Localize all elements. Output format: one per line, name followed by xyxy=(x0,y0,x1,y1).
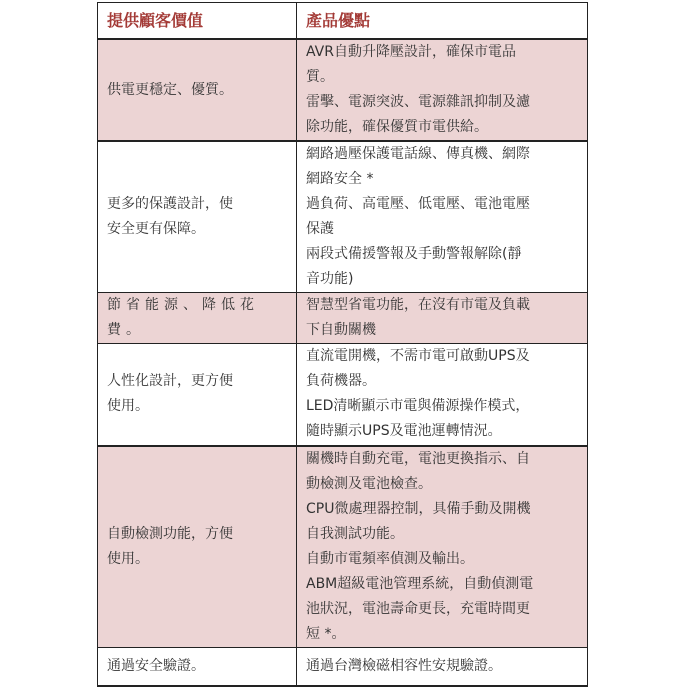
benefit-line: LED清晰顯示市電與備源操作模式， xyxy=(306,398,530,415)
benefit-line: ABM超級電池管理系統，自動偵測電 xyxy=(306,575,534,592)
table-row xyxy=(98,293,588,344)
table-row xyxy=(98,39,588,141)
benefits-cell xyxy=(297,141,588,293)
table-row xyxy=(98,344,588,446)
value-cell xyxy=(98,446,297,648)
benefits-cell xyxy=(297,39,588,141)
value-cell xyxy=(98,39,297,141)
benefit-line: CPU微處理器控制，具備手動及開機 xyxy=(306,500,531,517)
value-cell xyxy=(98,344,297,446)
benefit-line: 質。 xyxy=(306,69,334,85)
header-product-benefits: 產品優點 xyxy=(297,3,588,40)
benefit-line: 短 *。 xyxy=(306,625,346,642)
benefit-line: 關機時自動充電，電池更換指示、自 xyxy=(306,450,530,467)
benefit-line: AVR自動升降壓設計，確保市電品 xyxy=(306,44,516,60)
benefits-cell xyxy=(297,446,588,648)
benefit-line: 除功能，確保優質市電供給。 xyxy=(306,119,488,135)
benefit-line: 動檢測及電池檢查。 xyxy=(306,475,432,492)
value-cell xyxy=(98,293,297,344)
benefit-line: 通過台灣檢磁相容性安規驗證。 xyxy=(306,657,502,674)
benefit-line: 過負荷、高電壓、低電壓、電池電壓 xyxy=(306,196,530,212)
benefit-line: 池狀況，電池壽命更長，充電時間更 xyxy=(306,600,530,617)
value-line: 自動檢測功能，方便 xyxy=(107,525,233,542)
table-row xyxy=(98,648,588,686)
benefit-line: 負荷機器。 xyxy=(306,373,376,390)
benefit-line: 下自動關機 xyxy=(306,322,376,338)
benefit-line: 智慧型省電功能，在沒有市電及負載 xyxy=(306,297,530,313)
value-cell xyxy=(98,141,297,293)
table-header-row xyxy=(98,3,588,40)
benefit-line: 網路過壓保護電話線、傳真機、網際 xyxy=(306,146,530,162)
benefit-line: 直流電開機，不需市電可啟動UPS及 xyxy=(306,348,530,365)
value-line: 安全更有保障。 xyxy=(107,221,205,237)
benefit-line: 自我測試功能。 xyxy=(306,525,404,542)
benefit-line: 兩段式備援警報及手動警報解除(靜 xyxy=(306,246,522,262)
benefit-line: 自動市電頻率偵測及輸出。 xyxy=(306,550,474,567)
table-row xyxy=(98,446,588,648)
benefit-line: 雷擊、電源突波、電源雜訊抑制及濾 xyxy=(306,94,530,110)
benefits-cell xyxy=(297,344,588,446)
table-row xyxy=(98,141,588,293)
value-line: 供電更穩定、優質。 xyxy=(107,81,233,98)
benefit-line: 網路安全 * xyxy=(306,171,374,187)
value-line: 通過安全驗證。 xyxy=(107,657,205,674)
benefit-line: 音功能) xyxy=(306,271,354,287)
value-line: 使用。 xyxy=(107,550,149,567)
value-line: 更多的保護設計，使 xyxy=(107,196,233,212)
header-customer-value: 提供顧客價值 xyxy=(98,3,297,40)
ups-feature-table xyxy=(97,2,588,687)
value-line: 使用。 xyxy=(107,398,149,415)
benefit-line: 保護 xyxy=(306,221,334,237)
value-line: 費。 xyxy=(107,322,145,338)
value-line: 節省能源、降低花 xyxy=(107,297,259,313)
value-cell xyxy=(98,648,297,686)
value-line: 人性化設計，更方便 xyxy=(107,373,233,390)
benefit-line: 隨時顯示UPS及電池運轉情況。 xyxy=(306,423,502,440)
benefits-cell xyxy=(297,293,588,344)
benefits-cell xyxy=(297,648,588,686)
